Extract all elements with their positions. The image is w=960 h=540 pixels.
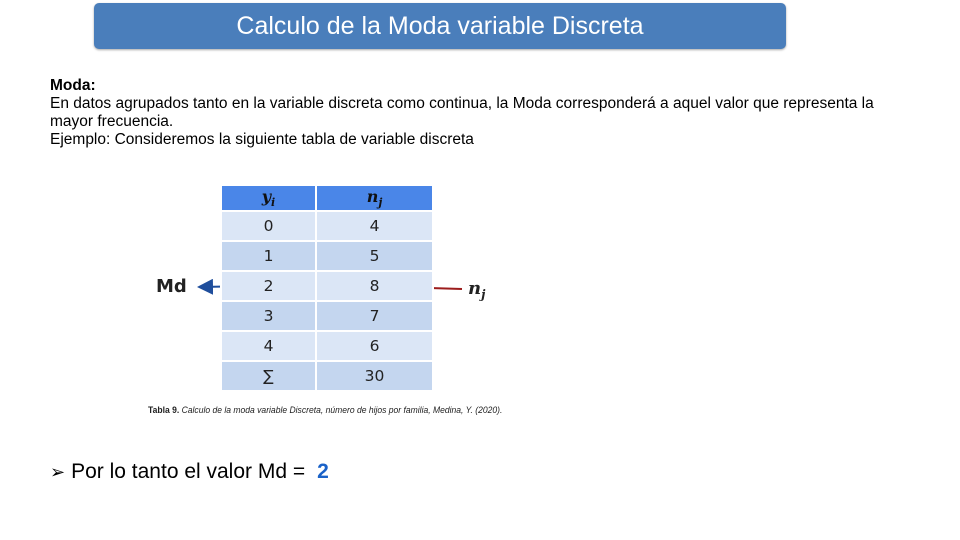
table-row-total (221, 361, 433, 391)
cell-sum-symbol: ∑ (221, 361, 316, 391)
caption-label: Tabla 9. (148, 405, 180, 415)
table-caption (148, 405, 509, 415)
cell-y: 0 (221, 211, 316, 241)
intro-paragraph: En datos agrupados tanto en la variable discreta como continua, la Moda corresponderá a aquel valor que representa la mayor frecuencia. (50, 95, 874, 130)
table-row-mode (221, 271, 433, 301)
nj-label: $n_j$ (468, 278, 486, 302)
header-nj: $n_j$ (316, 185, 433, 211)
cell-y: 2 (221, 271, 316, 301)
intro-example: Ejemplo: Consideremos la siguiente tabla de variable discreta (50, 131, 474, 148)
slide-title: Calculo de la Moda variable Discreta (236, 11, 644, 40)
frequency-table (220, 184, 434, 392)
arrow-bullet-icon: ➢ (50, 461, 66, 482)
caption-text: Calculo de la moda variable Discreta, número de hijos por familia, Medina, Y. (2020). (179, 405, 503, 415)
conclusion-text: Por lo tanto el valor Md = (71, 460, 306, 483)
table-header-row (221, 185, 433, 211)
conclusion-line (50, 460, 329, 484)
cell-n: 6 (316, 331, 433, 361)
cell-n: 7 (316, 301, 433, 331)
cell-y: 4 (221, 331, 316, 361)
cell-n: 5 (316, 241, 433, 271)
table-row (221, 211, 433, 241)
conclusion-value: 2 (317, 460, 329, 483)
header-yi: $y_i$ (221, 185, 316, 211)
cell-y: 3 (221, 301, 316, 331)
table-row (221, 331, 433, 361)
cell-total: 30 (316, 361, 433, 391)
cell-n: 8 (316, 271, 433, 301)
table-row (221, 241, 433, 271)
md-label: Md (156, 276, 187, 297)
intro-heading: Moda: (50, 77, 96, 94)
cell-y: 1 (221, 241, 316, 271)
cell-n: 4 (316, 211, 433, 241)
table-row (221, 301, 433, 331)
